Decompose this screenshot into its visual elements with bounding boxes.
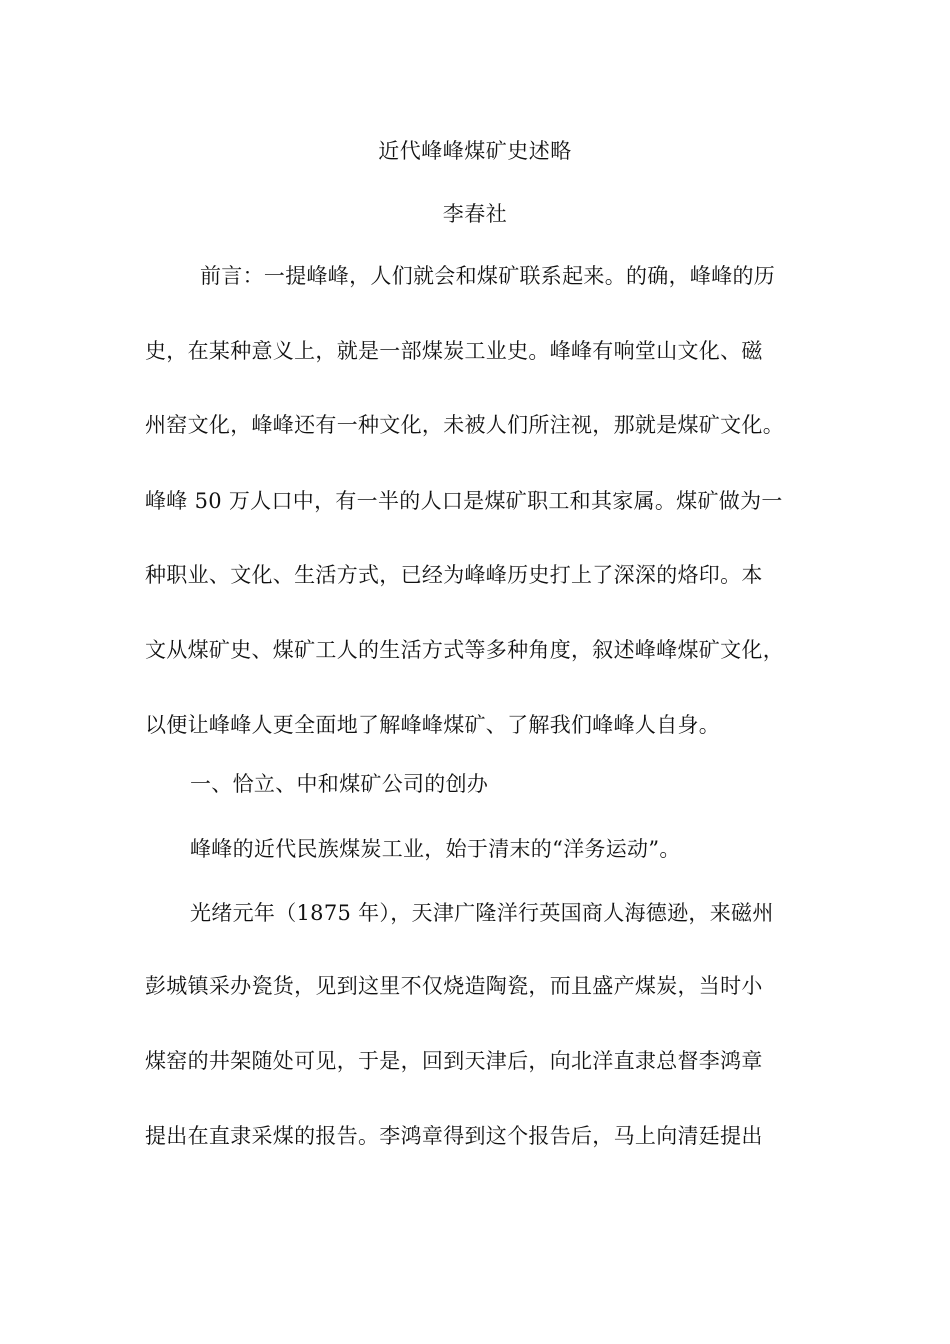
paragraph-line: 以便让峰峰人更全面地了解峰峰煤矿、了解我们峰峰人自身。: [145, 713, 721, 737]
paragraph-line: 煤窑的井架随处可见，于是，回到天津后，向北洋直隶总督李鸿章: [145, 1049, 763, 1073]
paragraph-line: 光绪元年（1875 年），天津广隆洋行英国商人海德逊，来磁州: [190, 901, 774, 925]
paragraph-line: 种职业、文化、生活方式，已经为峰峰历史打上了深深的烙印。本: [145, 563, 763, 587]
document-author: 李春社: [442, 202, 508, 226]
document-title: 近代峰峰煤矿史述略: [378, 139, 572, 163]
paragraph-line: 峰峰 50 万人口中，有一半的人口是煤矿职工和其家属。煤矿做为一: [145, 489, 783, 513]
paragraph-line: 峰峰的近代民族煤炭工业，始于清末的“洋务运动”。: [190, 837, 681, 861]
paragraph-line: 彭城镇采办瓷货，见到这里不仅烧造陶瓷，而且盛产煤炭，当时小: [145, 974, 763, 998]
paragraph-line: 文从煤矿史、煤矿工人的生活方式等多种角度，叙述峰峰煤矿文化，: [145, 638, 784, 662]
section-heading: 一、恰立、中和煤矿公司的创办: [190, 772, 489, 796]
paragraph-line: 前言：一提峰峰，人们就会和煤矿联系起来。的确，峰峰的历: [200, 264, 776, 288]
paragraph-line: 州窑文化，峰峰还有一种文化，未被人们所注视，那就是煤矿文化。: [145, 413, 784, 437]
paragraph-line: 史，在某种意义上，就是一部煤炭工业史。峰峰有响堂山文化、磁: [145, 339, 763, 363]
paragraph-line: 提出在直隶采煤的报告。李鸿章得到这个报告后，马上向清廷提出: [145, 1124, 763, 1148]
